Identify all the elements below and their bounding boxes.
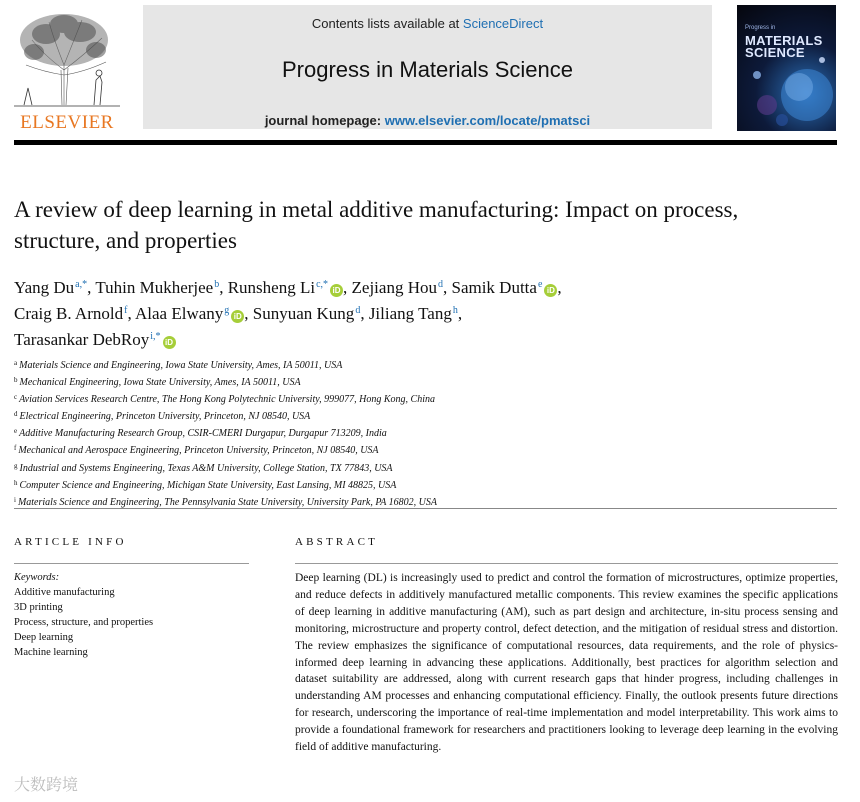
watermark-text: 大数跨境 [14, 775, 79, 794]
author-affiliation-marker[interactable]: g [224, 305, 230, 316]
affiliation-text: Electrical Engineering, Princeton University, Princeton, NJ 08540, USA [19, 411, 311, 423]
author-affiliation-marker[interactable]: f [124, 305, 128, 316]
sciencedirect-link[interactable]: ScienceDirect [462, 16, 544, 31]
elsevier-tree-icon [14, 10, 120, 110]
homepage-line [143, 113, 712, 128]
affiliation-text: Materials Science and Engineering, Iowa State University, Ames, IA 50011, USA [19, 360, 343, 371]
section-divider [14, 508, 837, 509]
homepage-link[interactable]: www.elsevier.com/locate/pmatsci [384, 113, 591, 128]
author-name[interactable]: Jiliang Tang [368, 304, 452, 323]
keywords-label: Keywords: [14, 572, 60, 583]
author-name[interactable]: Craig B. Arnold [14, 304, 124, 323]
affiliation-row [14, 476, 834, 493]
affiliation-row [14, 373, 834, 390]
affiliation-key: e [14, 427, 18, 436]
keywords-block [14, 570, 254, 660]
article-info-heading: ARTICLE INFO [14, 536, 127, 548]
author-separator: , [127, 304, 135, 323]
abstract-text: Deep learning (DL) is increasingly used to predict and control the formation of microstructures, optimize properties, and reduce defects in additively manufactured metallic components. This review examines the specific applications of deep learning in additive manufacturing (AM), such as part design and architecture, in-situ process sensing and monitoring, microstructure and property control, defect detection, and the mitigation of residual stress and distortion. The review emphasizes the significance of computational resources, data requirements, and the role of physics-informed deep learning in advancing these applications. Additionally, best practices for algorithm selection and dataset suitability are addressed, along with current research gaps that hinder progress, including challenges in understanding AM processes and enhancing computational efficiency. Finally, the outlook presents future directions for research, underscoring the importance of real-time implementation and model interpretability. This work aims to provide a foundational framework for researchers and practitioners looking to leverage deep learning in the evolving field of additive manufacturing. [295, 572, 838, 754]
author-separator: , [442, 278, 452, 297]
publisher-name: ELSEVIER [20, 112, 114, 133]
affiliation-key: a [14, 359, 18, 367]
affiliation-key: i [14, 495, 16, 504]
homepage-prefix: journal homepage: [264, 113, 385, 128]
author-separator: , [219, 278, 228, 297]
author-separator: , [87, 278, 96, 297]
contents-line [143, 16, 712, 31]
affiliation-text: Mechanical and Aerospace Engineering, Princeton University, Princeton, NJ 08540, USA [18, 445, 379, 457]
affiliation-row [14, 407, 834, 424]
author-name[interactable]: Runsheng Li [227, 278, 316, 297]
author-name[interactable]: Tuhin Mukherjee [95, 278, 214, 297]
affiliation-text: Mechanical Engineering, Iowa State University, Ames, IA 50011, USA [19, 377, 301, 389]
affiliation-key: d [14, 410, 18, 419]
author-affiliation-marker[interactable]: a,* [75, 279, 88, 290]
affiliation-list [14, 356, 834, 510]
author-name[interactable]: Zejiang Hou [351, 278, 437, 297]
author-separator: , [557, 278, 562, 297]
keyword-item: Machine learning [14, 647, 88, 658]
keyword-item: 3D printing [14, 602, 63, 613]
cover-art-icon [737, 5, 836, 131]
orcid-icon[interactable]: iD [231, 310, 244, 323]
affiliation-text: Additive Manufacturing Research Group, CSIR-CMERI Durgapur, Durgapur 713209, India [19, 428, 387, 440]
journal-cover-image[interactable] [737, 5, 836, 131]
author-affiliation-marker[interactable]: i,* [150, 331, 161, 342]
author-affiliation-marker[interactable]: e [537, 279, 543, 290]
journal-banner [143, 5, 712, 129]
affiliation-row [14, 424, 834, 441]
author-name[interactable]: Sunyuan Kung [252, 304, 355, 323]
affiliation-key: c [14, 393, 18, 402]
affiliation-row [14, 459, 834, 476]
affiliation-text: Aviation Services Research Centre, The Hong Kong Polytechnic University, 999077, Hong Kong, China [19, 394, 435, 406]
contents-prefix: Contents lists available at [311, 16, 463, 31]
abstract-rule [295, 563, 838, 564]
author-separator: , [360, 304, 369, 323]
author-separator: , [244, 304, 253, 323]
article-title: A review of deep learning in metal additive manufacturing: Impact on process, structure, and properties [14, 197, 739, 253]
keyword-item: Process, structure, and properties [14, 617, 154, 628]
author-affiliation-marker[interactable]: d [437, 279, 443, 290]
affiliation-key: f [14, 444, 17, 453]
keyword-item: Additive manufacturing [14, 587, 115, 598]
cover-title: MATERIALS SCIENCE [745, 33, 823, 60]
author-name[interactable]: Yang Du [14, 278, 75, 297]
header-divider [14, 140, 837, 145]
author-separator: , [457, 304, 463, 323]
affiliation-text: Materials Science and Engineering, The Pennsylvania State University, University Park, PA 16802, USA [17, 496, 437, 508]
author-name[interactable]: Alaa Elwany [135, 304, 224, 323]
affiliation-text: Industrial and Systems Engineering, Texas A&M University, College Station, TX 77843, USA [19, 462, 393, 474]
affiliation-key: b [14, 376, 18, 385]
affiliation-key: g [14, 461, 18, 470]
author-affiliation-marker[interactable]: b [214, 279, 220, 290]
elsevier-logo[interactable] [14, 10, 120, 134]
journal-header [0, 0, 860, 146]
article-info-rule [14, 563, 249, 564]
orcid-icon[interactable]: iD [163, 336, 176, 349]
author-affiliation-marker[interactable]: h [452, 305, 458, 316]
orcid-icon[interactable]: iD [330, 284, 343, 297]
affiliation-text: Computer Science and Engineering, Michigan State University, East Lansing, MI 48825, USA [19, 479, 397, 491]
affiliation-row [14, 390, 834, 407]
author-name[interactable]: Tarasankar DebRoy [14, 330, 150, 349]
journal-title: Progress in Materials Science [281, 57, 573, 82]
author-affiliation-marker[interactable]: c,* [316, 279, 329, 290]
affiliation-row [14, 441, 834, 458]
author-list [14, 273, 814, 351]
orcid-icon[interactable]: iD [544, 284, 557, 297]
affiliation-row [14, 356, 834, 373]
author-name[interactable]: Samik Dutta [451, 278, 537, 297]
keyword-item: Deep learning [14, 632, 74, 643]
abstract-heading: ABSTRACT [295, 536, 379, 548]
affiliation-key: h [14, 478, 18, 487]
author-separator: , [343, 278, 352, 297]
author-affiliation-marker[interactable]: d [355, 305, 361, 316]
cover-small-text: Progress in [745, 25, 776, 31]
